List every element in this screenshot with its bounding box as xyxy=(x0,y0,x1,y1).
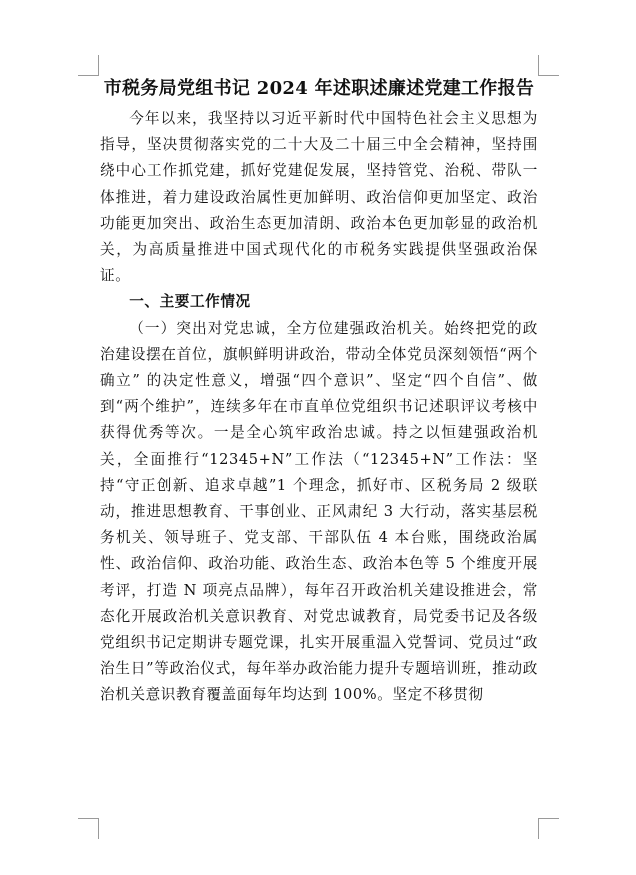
page-margin-corner-top-left xyxy=(78,55,99,76)
document-title: 市税务局党组书记 2024 年述职述廉述党建工作报告 xyxy=(103,78,535,99)
page-margin-corner-top-right xyxy=(538,55,559,76)
intro-paragraph: 今年以来，我坚持以习近平新时代中国特色社会主义思想为指导，坚决贯彻落实党的二十大及二十届三中全会精神，坚持围绕中心工作抓党建，抓好党建促发展，坚持管党、治税、带队一体推进，着力建设政治属性更加鲜明、政治信仰更加坚定、政治功能更加突出、政治生态更加清朗、政治本色更加彰显的政治机关，为高质量推进中国式现代化的市税务实践提供坚强政治保证。 xyxy=(100,110,538,285)
page-margin-corner-bottom-right xyxy=(538,818,559,839)
page-margin-corner-bottom-left xyxy=(78,818,99,839)
body-paragraph: （一）突出对党忠诚，全方位建强政治机关。始终把党的政治建设摆在首位，旗帜鲜明讲政治，带动全体党员深刻领悟“两个确立” 的决定性意义，增强“四个意识”、坚定“四个自信”、做到“两个维护”，连续多年在市直单位党组织书记述职评议考核中获得优秀等次。一是全心筑牢政治忠诚。持之以恒建强政治机关，全面推行“12345+N”工作法（“12345+N”工作法：坚持“守正创新、追求卓越”1 个理念，抓好市、区税务局 2 级联动，推进思想教育、干事创业、正风肃纪 3 大行动，落实基层税务机关、领导班子、党支部、干部队伍 4 本台账，围绕政治属性、政治信仰、政治功能、政治生态、政治本色等 5 个维度开展考评，打造 N 项亮点品牌），每年召开政治机关建设推进会，常态化开展政治机关意识教育、对党忠诚教育，局党委书记及各级党组织书记定期讲专题党课，扎实开展重温入党誓词、党员过“政治生日”等政治仪式，每年举办政治能力提升专题培训班，推动政治机关意识教育覆盖面每年均达到 100%。坚定不移贯彻 xyxy=(100,319,538,704)
section-heading: 一、主要工作情况 xyxy=(129,293,251,311)
document-body xyxy=(100,72,538,709)
